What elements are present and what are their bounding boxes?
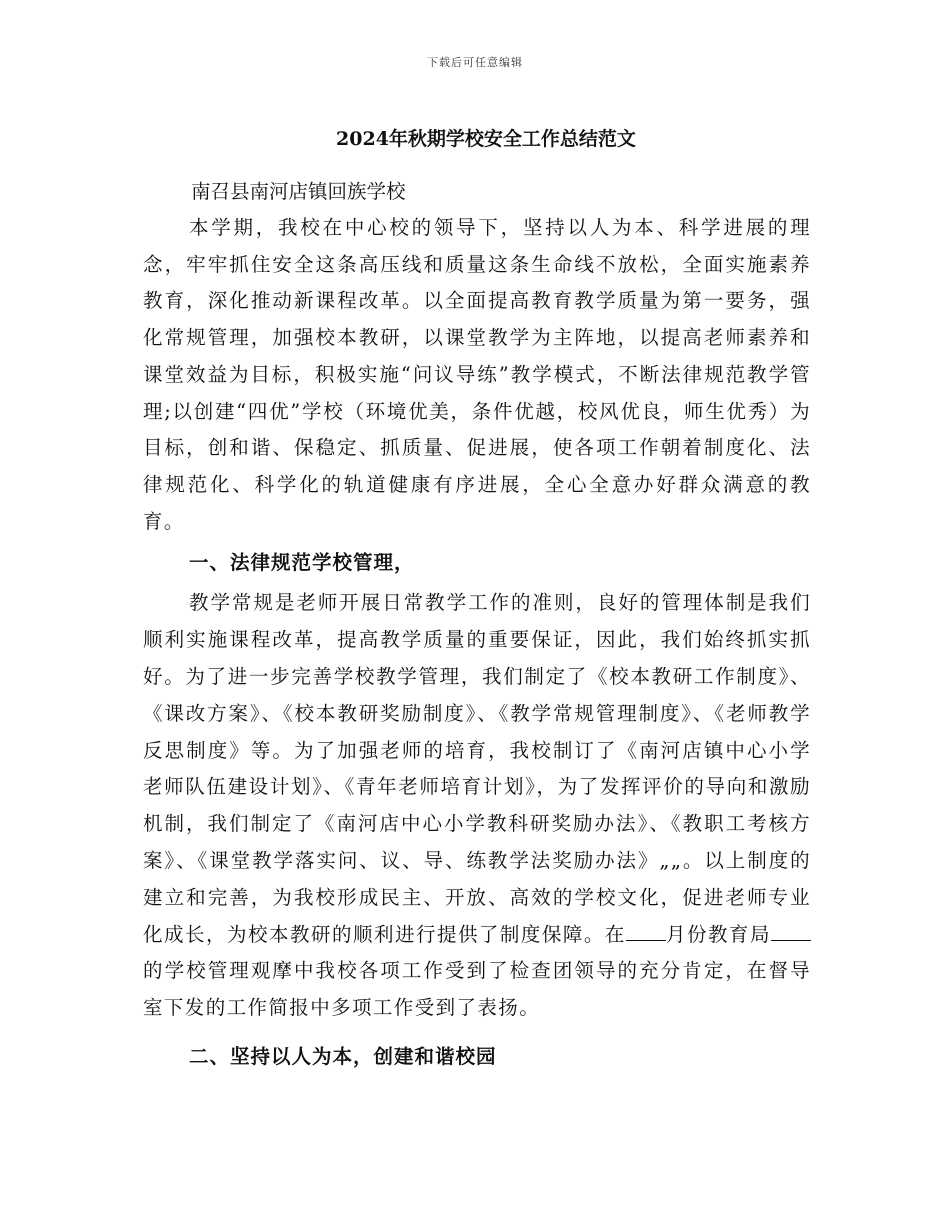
section-1-paragraph (143, 585, 811, 1027)
section-1-text-part-a: 教学常规是老师开展日常教学工作的准则，良好的管理体制是我们顺利实施课程改革，提高教学质量的重要保证，因此，我们始终抓实抓好。为了进一步完善学校教学管理，我们制定了《校本教研工作制度》、《课改方案》、《校本教研奖励制度》、《教学常规管理制度》、《老师教学反思制度》等。为了加强老师的培育，我校制订了《南河店镇中心小学老师队伍建设计划》、《青年老师培育计划》，为了发挥评价的导向和激励机制，我们制定了《南河店中心小学教科研奖励办法》、《教职工考核方案》、《课堂教学落实问、议、导、练教学法奖励办法》„„。以上制度的建立和完善，为我校形成民主、开放、高效的学校文化，促进老师专业化成长，为校本教研的顺利进行提供了制度保障。在 (143, 591, 811, 946)
blank-underline (626, 922, 666, 941)
section-2-heading: 二、坚持以人为本，创建和谐校园 (189, 1044, 497, 1068)
section-1-text-part-c: 的学校管理观摩中我校各项工作受到了检查团领导的充分肯定，在督导室下发的工作简报中多项工作受到了表扬。 (143, 959, 811, 1020)
school-name: 南召县南河店镇回族学校 (191, 180, 406, 203)
blank-underline (771, 922, 811, 941)
intro-paragraph: 本学期，我校在中心校的领导下，坚持以人为本、科学进展的理念，牢牢抓住安全这条高压线和质量这条生命线不放松，全面实施素养教育，深化推动新课程改革。以全面提高教育教学质量为第一要务，强化常规管理，加强校本教研，以课堂教学为主阵地，以提高老师素养和课堂效益为目标，积极实施“问议导练”教学模式，不断法律规范教学管理;以创建“四优”学校（环境优美，条件优越，校风优良，师生优秀）为目标，创和谐、保稳定、抓质量、促进展，使各项工作朝着制度化、法律规范化、科学化的轨道健康有序进展，全心全意办好群众满意的教育。 (143, 216, 811, 533)
document-title: 2024年秋期学校安全工作总结范文 (336, 128, 636, 150)
section-1-text-part-b: 月份教育局 (665, 922, 771, 946)
document-body (143, 124, 811, 1079)
page-header-note: 下载后可任意编辑 (427, 56, 523, 69)
section-1-heading: 一、法律规范学校管理， (189, 551, 415, 575)
